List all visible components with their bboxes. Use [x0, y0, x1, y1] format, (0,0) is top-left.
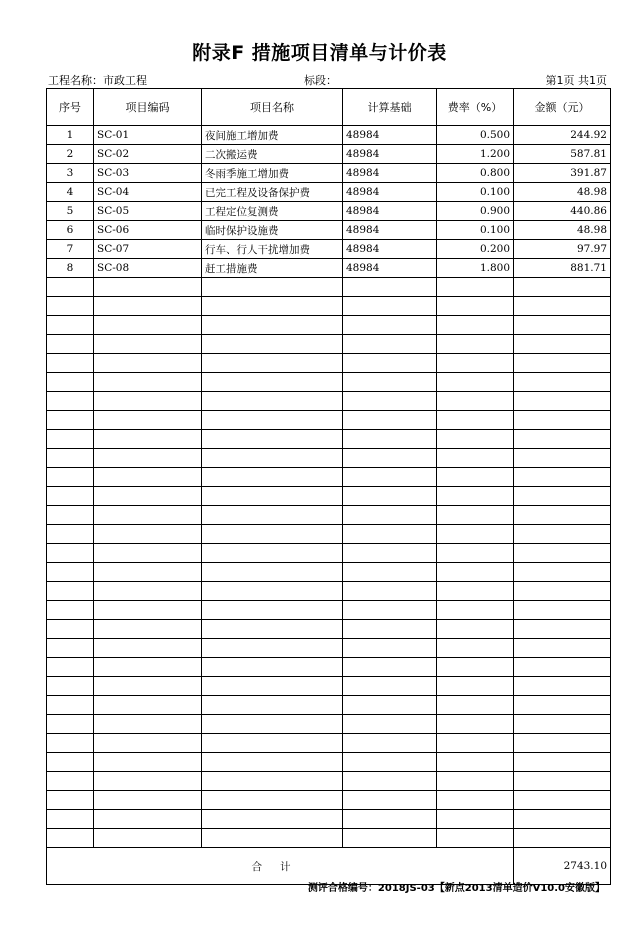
empty-cell	[437, 829, 514, 848]
empty-cell	[94, 373, 202, 392]
empty-cell	[514, 753, 611, 772]
cell-rate: 1.800	[437, 259, 514, 278]
empty-cell	[437, 753, 514, 772]
empty-row	[47, 677, 611, 696]
empty-cell	[94, 791, 202, 810]
empty-cell	[47, 715, 94, 734]
empty-cell	[47, 373, 94, 392]
empty-row	[47, 525, 611, 544]
empty-cell	[47, 525, 94, 544]
cell-base: 48984	[343, 145, 437, 164]
table-row	[47, 145, 611, 164]
empty-cell	[514, 354, 611, 373]
empty-cell	[437, 544, 514, 563]
empty-cell	[47, 430, 94, 449]
empty-cell	[47, 316, 94, 335]
empty-cell	[202, 278, 343, 297]
empty-cell	[94, 297, 202, 316]
empty-cell	[94, 658, 202, 677]
empty-cell	[202, 316, 343, 335]
empty-cell	[202, 525, 343, 544]
cell-code: SC-07	[94, 240, 202, 259]
cell-base: 48984	[343, 202, 437, 221]
empty-cell	[202, 506, 343, 525]
empty-cell	[437, 601, 514, 620]
empty-row	[47, 506, 611, 525]
empty-cell	[343, 791, 437, 810]
empty-cell	[343, 525, 437, 544]
cell-amount: 881.71	[514, 259, 611, 278]
empty-cell	[94, 810, 202, 829]
empty-cell	[343, 829, 437, 848]
empty-cell	[202, 772, 343, 791]
empty-row	[47, 449, 611, 468]
cell-rate: 0.200	[437, 240, 514, 259]
empty-cell	[94, 487, 202, 506]
empty-cell	[202, 468, 343, 487]
empty-cell	[47, 392, 94, 411]
empty-row	[47, 734, 611, 753]
page-info: 第1页 共1页	[545, 74, 607, 87]
empty-cell	[343, 734, 437, 753]
empty-cell	[437, 791, 514, 810]
empty-row	[47, 582, 611, 601]
empty-cell	[94, 696, 202, 715]
empty-cell	[343, 582, 437, 601]
empty-cell	[437, 506, 514, 525]
empty-cell	[94, 544, 202, 563]
cell-no: 4	[47, 183, 94, 202]
empty-cell	[514, 525, 611, 544]
measures-table	[46, 88, 611, 885]
empty-cell	[514, 791, 611, 810]
table-row	[47, 183, 611, 202]
empty-cell	[437, 734, 514, 753]
empty-cell	[94, 734, 202, 753]
cell-no: 1	[47, 126, 94, 145]
empty-cell	[47, 468, 94, 487]
empty-cell	[514, 829, 611, 848]
cell-name: 二次搬运费	[202, 145, 343, 164]
empty-cell	[202, 354, 343, 373]
empty-cell	[514, 696, 611, 715]
empty-cell	[343, 430, 437, 449]
empty-cell	[343, 297, 437, 316]
empty-cell	[437, 487, 514, 506]
header-amount: 金额（元）	[514, 89, 611, 126]
empty-cell	[47, 278, 94, 297]
empty-cell	[202, 392, 343, 411]
empty-cell	[47, 677, 94, 696]
empty-cell	[343, 392, 437, 411]
empty-cell	[47, 658, 94, 677]
empty-cell	[343, 677, 437, 696]
cell-name: 行车、行人干扰增加费	[202, 240, 343, 259]
project-name: 工程名称：市政工程	[48, 74, 147, 87]
empty-cell	[94, 829, 202, 848]
empty-cell	[94, 715, 202, 734]
cell-rate: 0.800	[437, 164, 514, 183]
empty-cell	[202, 810, 343, 829]
empty-cell	[514, 715, 611, 734]
empty-row	[47, 829, 611, 848]
empty-row	[47, 430, 611, 449]
empty-cell	[94, 316, 202, 335]
cell-name: 赶工措施费	[202, 259, 343, 278]
empty-cell	[437, 316, 514, 335]
empty-cell	[437, 335, 514, 354]
empty-cell	[514, 468, 611, 487]
empty-cell	[94, 677, 202, 696]
empty-cell	[437, 810, 514, 829]
empty-cell	[343, 715, 437, 734]
empty-cell	[343, 316, 437, 335]
header-rate: 费率（%）	[437, 89, 514, 126]
empty-cell	[47, 449, 94, 468]
empty-cell	[94, 411, 202, 430]
cell-base: 48984	[343, 259, 437, 278]
cell-rate: 0.100	[437, 221, 514, 240]
empty-row	[47, 658, 611, 677]
cell-name: 已完工程及设备保护费	[202, 183, 343, 202]
table-row	[47, 259, 611, 278]
empty-cell	[514, 677, 611, 696]
empty-cell	[94, 582, 202, 601]
empty-cell	[514, 392, 611, 411]
empty-cell	[202, 639, 343, 658]
empty-cell	[202, 829, 343, 848]
empty-row	[47, 278, 611, 297]
cell-rate: 0.100	[437, 183, 514, 202]
empty-cell	[94, 278, 202, 297]
table-row	[47, 221, 611, 240]
empty-cell	[343, 639, 437, 658]
empty-row	[47, 563, 611, 582]
empty-cell	[47, 639, 94, 658]
empty-cell	[202, 696, 343, 715]
cell-rate: 1.200	[437, 145, 514, 164]
empty-cell	[514, 772, 611, 791]
section-label: 标段：	[304, 74, 337, 87]
empty-cell	[343, 810, 437, 829]
empty-cell	[437, 658, 514, 677]
empty-row	[47, 373, 611, 392]
cell-rate: 0.500	[437, 126, 514, 145]
empty-cell	[343, 696, 437, 715]
empty-cell	[47, 354, 94, 373]
empty-cell	[437, 449, 514, 468]
empty-cell	[343, 563, 437, 582]
empty-cell	[202, 544, 343, 563]
cell-amount: 440.86	[514, 202, 611, 221]
header-no: 序号	[47, 89, 94, 126]
empty-cell	[437, 297, 514, 316]
empty-cell	[202, 449, 343, 468]
empty-cell	[514, 335, 611, 354]
cell-code: SC-02	[94, 145, 202, 164]
empty-cell	[437, 392, 514, 411]
empty-cell	[202, 582, 343, 601]
cell-no: 7	[47, 240, 94, 259]
empty-row	[47, 335, 611, 354]
empty-cell	[343, 544, 437, 563]
empty-cell	[202, 601, 343, 620]
empty-cell	[47, 297, 94, 316]
empty-row	[47, 810, 611, 829]
empty-cell	[202, 620, 343, 639]
empty-row	[47, 411, 611, 430]
empty-cell	[202, 715, 343, 734]
empty-row	[47, 354, 611, 373]
empty-cell	[514, 430, 611, 449]
empty-cell	[514, 316, 611, 335]
empty-row	[47, 696, 611, 715]
empty-cell	[437, 373, 514, 392]
cell-no: 3	[47, 164, 94, 183]
cell-base: 48984	[343, 126, 437, 145]
empty-cell	[202, 734, 343, 753]
total-label: 合计	[47, 848, 514, 885]
empty-cell	[202, 335, 343, 354]
cell-amount: 48.98	[514, 183, 611, 202]
empty-cell	[343, 601, 437, 620]
empty-cell	[47, 335, 94, 354]
empty-cell	[202, 791, 343, 810]
empty-cell	[514, 544, 611, 563]
empty-cell	[94, 563, 202, 582]
cell-base: 48984	[343, 240, 437, 259]
empty-cell	[343, 772, 437, 791]
empty-cell	[437, 639, 514, 658]
empty-cell	[514, 563, 611, 582]
empty-cell	[343, 354, 437, 373]
empty-cell	[202, 373, 343, 392]
empty-cell	[202, 297, 343, 316]
empty-cell	[343, 335, 437, 354]
empty-cell	[437, 468, 514, 487]
empty-cell	[343, 373, 437, 392]
cell-name: 临时保护设施费	[202, 221, 343, 240]
cell-name: 夜间施工增加费	[202, 126, 343, 145]
cell-no: 2	[47, 145, 94, 164]
empty-cell	[94, 639, 202, 658]
empty-cell	[94, 430, 202, 449]
empty-cell	[47, 772, 94, 791]
table-row	[47, 202, 611, 221]
empty-cell	[514, 620, 611, 639]
empty-row	[47, 620, 611, 639]
empty-cell	[47, 810, 94, 829]
empty-cell	[47, 791, 94, 810]
empty-row	[47, 544, 611, 563]
cell-rate: 0.900	[437, 202, 514, 221]
empty-row	[47, 639, 611, 658]
empty-cell	[343, 278, 437, 297]
empty-cell	[94, 354, 202, 373]
empty-row	[47, 715, 611, 734]
empty-row	[47, 601, 611, 620]
empty-cell	[202, 563, 343, 582]
empty-row	[47, 468, 611, 487]
cell-amount: 244.92	[514, 126, 611, 145]
cell-base: 48984	[343, 164, 437, 183]
empty-cell	[94, 449, 202, 468]
cell-code: SC-03	[94, 164, 202, 183]
empty-cell	[514, 278, 611, 297]
empty-cell	[437, 411, 514, 430]
empty-cell	[514, 601, 611, 620]
empty-cell	[437, 430, 514, 449]
empty-cell	[514, 487, 611, 506]
cell-amount: 391.87	[514, 164, 611, 183]
empty-cell	[94, 335, 202, 354]
empty-cell	[343, 487, 437, 506]
empty-cell	[202, 430, 343, 449]
empty-cell	[343, 411, 437, 430]
empty-cell	[202, 753, 343, 772]
empty-cell	[514, 373, 611, 392]
cell-code: SC-08	[94, 259, 202, 278]
empty-cell	[47, 487, 94, 506]
empty-cell	[94, 525, 202, 544]
header-base: 计算基础	[343, 89, 437, 126]
header-code: 项目编码	[94, 89, 202, 126]
empty-row	[47, 297, 611, 316]
empty-cell	[514, 734, 611, 753]
empty-cell	[47, 563, 94, 582]
empty-cell	[514, 411, 611, 430]
empty-row	[47, 791, 611, 810]
empty-cell	[94, 392, 202, 411]
cell-code: SC-01	[94, 126, 202, 145]
empty-cell	[202, 658, 343, 677]
cell-name: 冬雨季施工增加费	[202, 164, 343, 183]
table-row	[47, 164, 611, 183]
certification-footer: 测评合格编号：2018JS-03【新点2013清单造价V10.0安徽版】	[307, 883, 605, 894]
page-title: 附录F 措施项目清单与计价表	[192, 42, 447, 64]
empty-cell	[47, 601, 94, 620]
cell-no: 8	[47, 259, 94, 278]
empty-cell	[514, 582, 611, 601]
cell-amount: 587.81	[514, 145, 611, 164]
empty-cell	[202, 411, 343, 430]
cell-code: SC-04	[94, 183, 202, 202]
empty-cell	[47, 620, 94, 639]
total-amount: 2743.10	[514, 848, 611, 885]
table-row	[47, 240, 611, 259]
empty-cell	[202, 677, 343, 696]
empty-cell	[514, 639, 611, 658]
table-row	[47, 126, 611, 145]
empty-row	[47, 392, 611, 411]
empty-cell	[343, 658, 437, 677]
empty-cell	[47, 696, 94, 715]
empty-cell	[343, 449, 437, 468]
cell-amount: 97.97	[514, 240, 611, 259]
empty-cell	[47, 829, 94, 848]
empty-cell	[437, 620, 514, 639]
empty-cell	[47, 734, 94, 753]
empty-cell	[437, 278, 514, 297]
empty-cell	[437, 582, 514, 601]
empty-cell	[94, 601, 202, 620]
empty-cell	[437, 715, 514, 734]
empty-cell	[514, 449, 611, 468]
empty-cell	[94, 468, 202, 487]
empty-cell	[437, 677, 514, 696]
empty-cell	[94, 753, 202, 772]
empty-row	[47, 316, 611, 335]
empty-cell	[343, 506, 437, 525]
empty-cell	[343, 468, 437, 487]
empty-row	[47, 772, 611, 791]
empty-cell	[47, 753, 94, 772]
empty-cell	[47, 582, 94, 601]
empty-cell	[343, 620, 437, 639]
cell-base: 48984	[343, 221, 437, 240]
empty-cell	[94, 772, 202, 791]
empty-cell	[343, 753, 437, 772]
empty-row	[47, 487, 611, 506]
cell-code: SC-06	[94, 221, 202, 240]
empty-cell	[437, 696, 514, 715]
empty-cell	[437, 354, 514, 373]
empty-cell	[202, 487, 343, 506]
cell-code: SC-05	[94, 202, 202, 221]
table-header-row	[47, 89, 611, 126]
empty-cell	[437, 563, 514, 582]
empty-cell	[514, 658, 611, 677]
empty-cell	[47, 544, 94, 563]
header-name: 项目名称	[202, 89, 343, 126]
empty-cell	[47, 411, 94, 430]
empty-cell	[514, 810, 611, 829]
empty-cell	[94, 506, 202, 525]
cell-base: 48984	[343, 183, 437, 202]
empty-cell	[437, 772, 514, 791]
cell-no: 6	[47, 221, 94, 240]
cell-no: 5	[47, 202, 94, 221]
empty-cell	[437, 525, 514, 544]
empty-cell	[47, 506, 94, 525]
empty-row	[47, 753, 611, 772]
empty-cell	[514, 297, 611, 316]
empty-cell	[94, 620, 202, 639]
empty-cell	[514, 506, 611, 525]
cell-amount: 48.98	[514, 221, 611, 240]
cell-name: 工程定位复测费	[202, 202, 343, 221]
